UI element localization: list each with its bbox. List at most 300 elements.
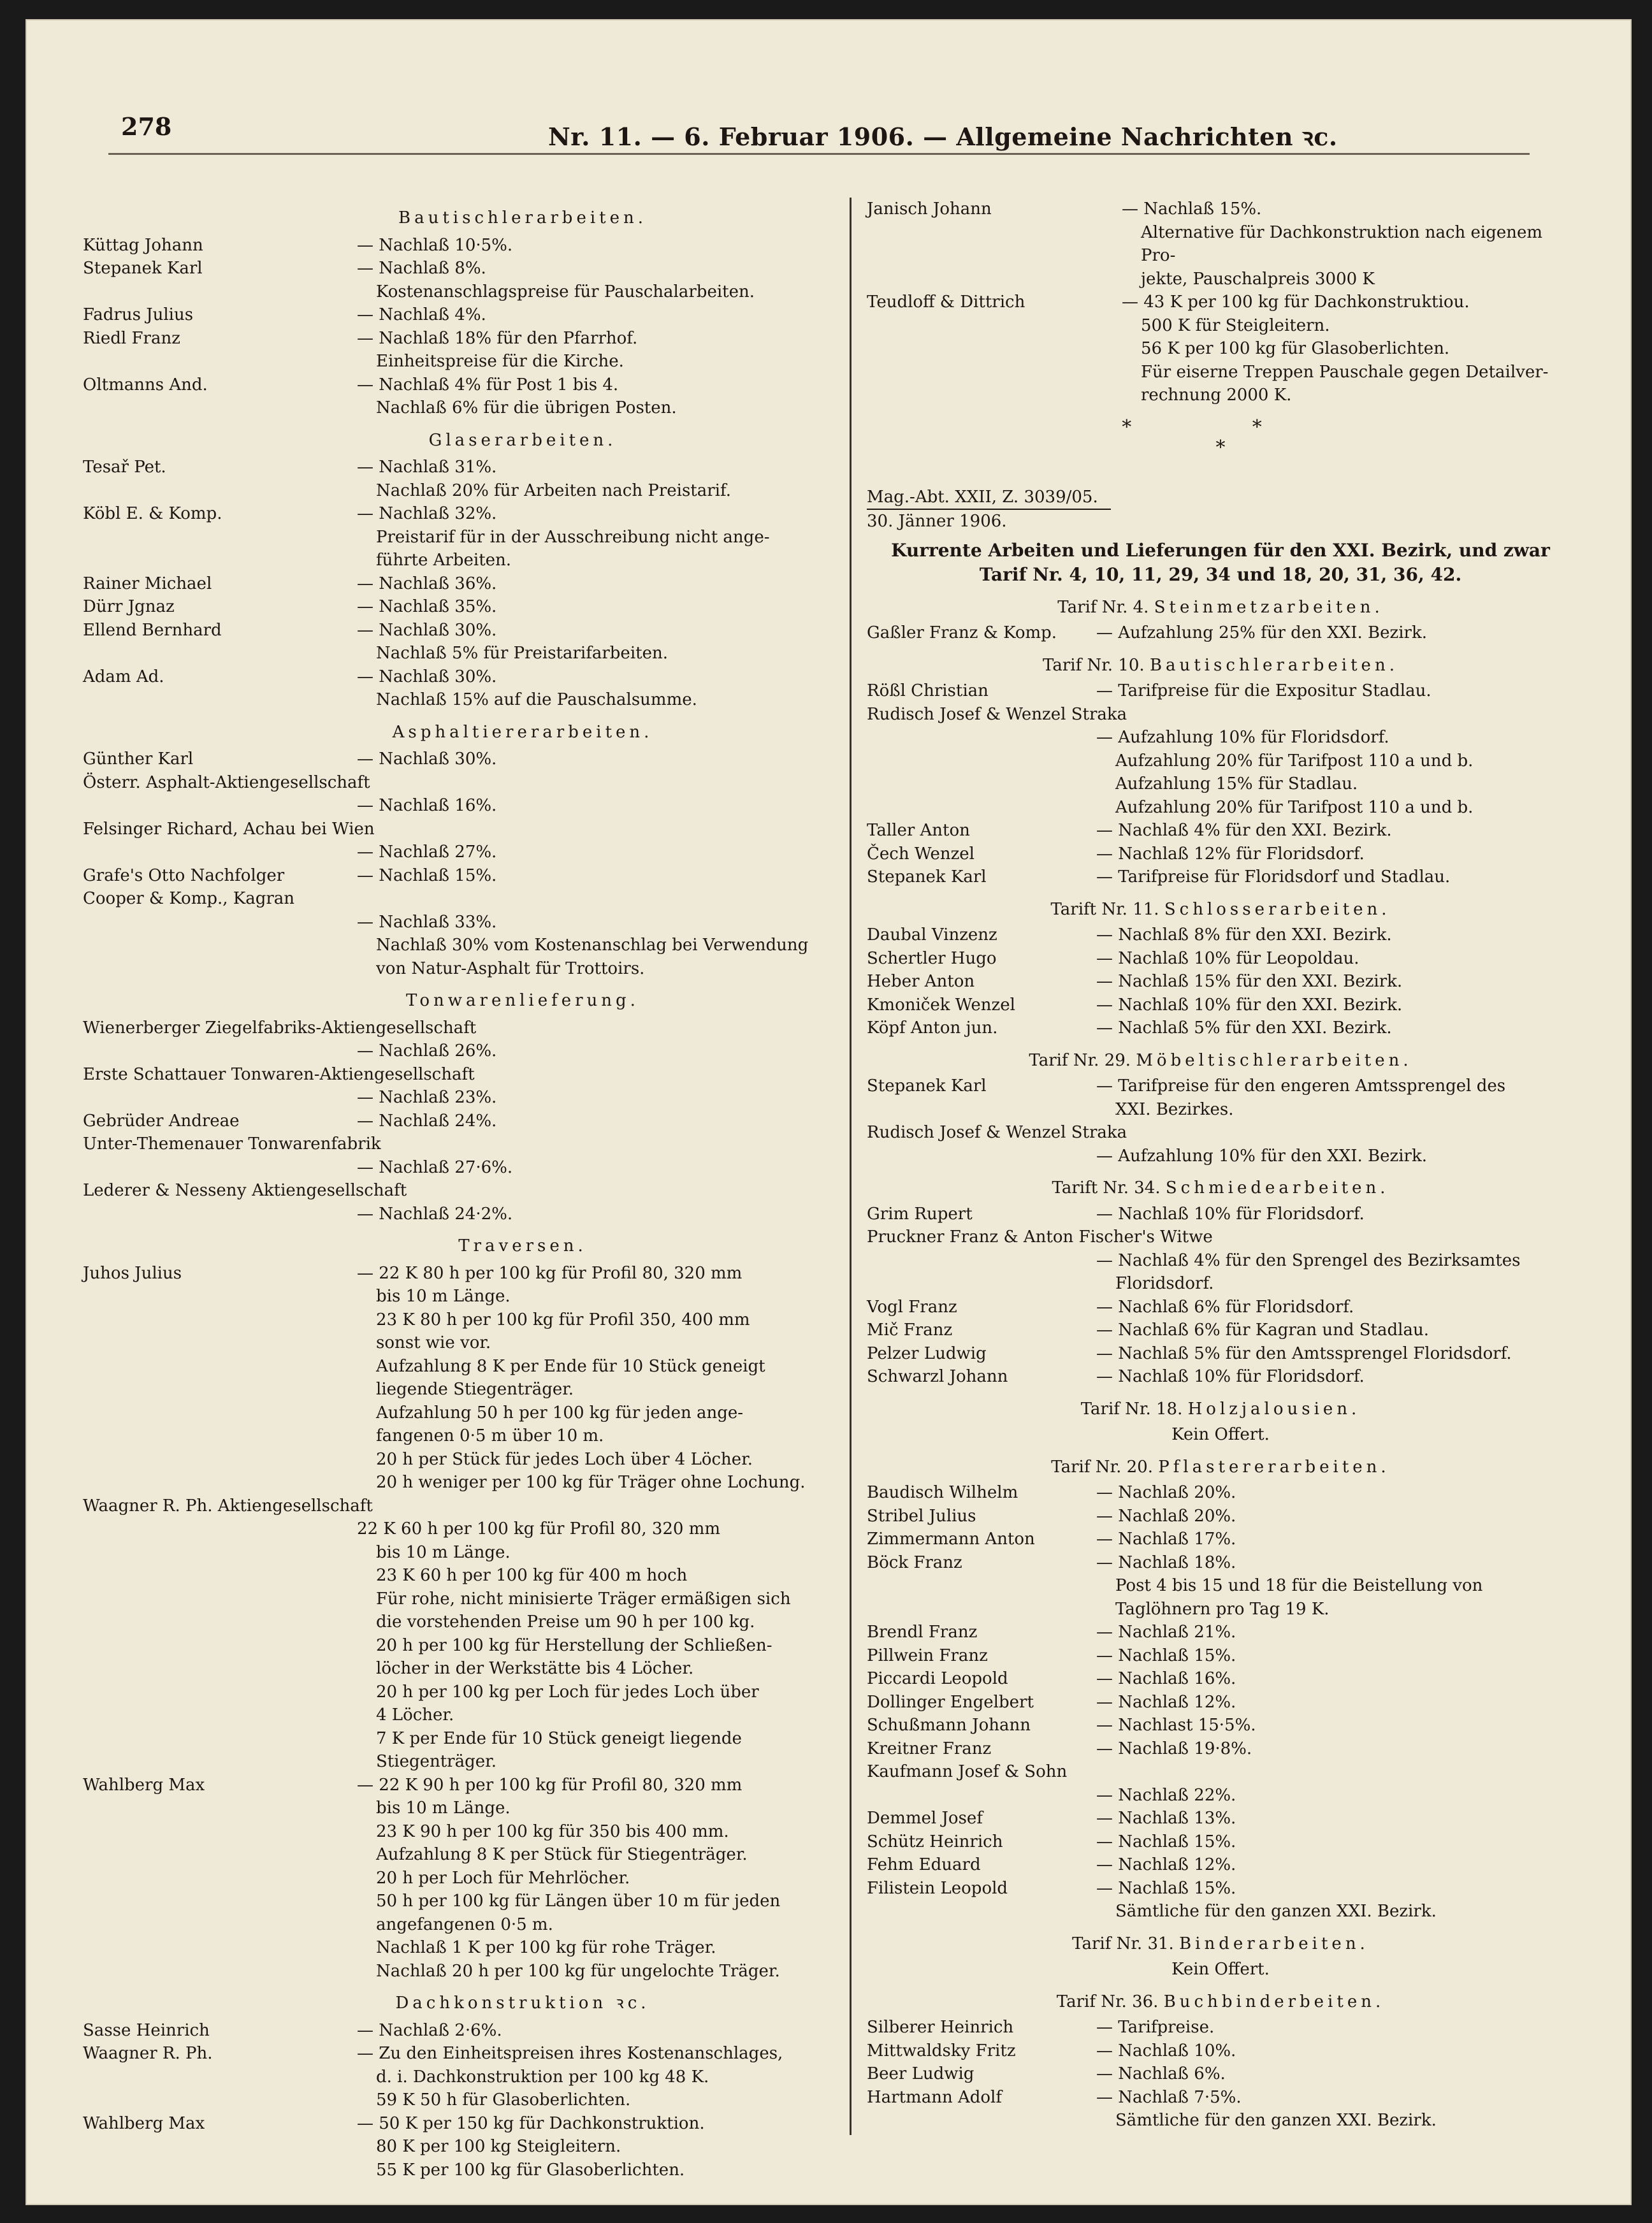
entry-name: Vogl Franz — [867, 1297, 957, 1317]
list-item — [867, 1551, 1574, 1621]
entry-line: — Tarifpreise. — [1096, 2018, 1215, 2037]
list-item — [83, 2112, 829, 2182]
entry-name: Riedl Franz — [83, 328, 180, 348]
list-item — [83, 794, 829, 818]
tarif-number: Tarif Nr. 29. — [1029, 1050, 1131, 1070]
entry-values — [357, 1517, 829, 1774]
list-item — [83, 1517, 829, 1774]
tarif-title: Binderarbeiten. — [1179, 1934, 1369, 1953]
entry-line: 20 h weniger per 100 kg für Träger ohne Lochung. — [376, 1473, 806, 1492]
entry-name: Rudisch Josef & Wenzel Straka — [867, 704, 1127, 724]
entry-line: angefangenen 0·5 m. — [376, 1915, 553, 1934]
entry-values — [357, 502, 829, 572]
entry-line: — Nachlaß 24·2%. — [357, 1204, 513, 1224]
list-item — [867, 1830, 1574, 1854]
list-item — [83, 456, 829, 502]
list-item — [83, 1495, 829, 1518]
list-item — [83, 1110, 829, 1133]
entry-line: Stiegenträger. — [376, 1752, 496, 1771]
list-item — [867, 703, 1574, 727]
list-item — [867, 1121, 1574, 1145]
entry-line: rechnung 2000 K. — [1141, 386, 1292, 405]
star-ornament: * — [1215, 437, 1226, 459]
entry-name: Stepanek Karl — [867, 1076, 987, 1096]
entry-values — [1096, 1807, 1574, 1830]
list-item — [867, 1853, 1574, 1877]
entry-line: — Nachlaß 15% für den XXI. Bezirk. — [1096, 972, 1403, 991]
entry-line: 56 K per 100 kg für Glasoberlichten. — [1141, 339, 1450, 358]
list-item — [867, 1319, 1574, 1342]
entry-line: 20 h per Loch für Mehrlöcher. — [376, 1868, 630, 1888]
entry-name: Wahlberg Max — [83, 1775, 205, 1795]
entry-values — [357, 1262, 829, 1495]
tarif-number: Tarift Nr. 11. — [1050, 899, 1159, 919]
entry-name: Schwarzl Johann — [867, 1367, 1008, 1386]
entry-line: Alternative für Dachkonstruktion nach eigenem Pro- — [1141, 222, 1543, 265]
entry-name: Beer Ludwig — [867, 2064, 975, 2083]
list-item — [83, 864, 829, 888]
list-item — [83, 1156, 829, 1180]
entry-line: — Tarifpreise für den engeren Amtssprengel des — [1096, 1076, 1506, 1096]
tarif-heading — [867, 1389, 1574, 1424]
entry-values — [1096, 970, 1574, 994]
list-item — [867, 994, 1574, 1017]
entry-line: Für eiserne Treppen Pauschale gegen Detailver- — [1141, 362, 1549, 382]
list-item — [867, 1296, 1574, 1319]
entry-name: Kreitner Franz — [867, 1739, 992, 1758]
entry-line: Nachlaß 30% vom Kostenanschlag bei Verwendung — [376, 936, 809, 955]
entry-values — [1096, 947, 1574, 971]
entry-name: Fehm Eduard — [867, 1855, 981, 1874]
list-item — [83, 2042, 829, 2112]
entry-name: Gaßler Franz & Komp. — [867, 623, 1057, 642]
entry-values — [1096, 1621, 1574, 1644]
entry-line: — 22 K 90 h per 100 kg für Profil 80, 320 mm — [357, 1775, 743, 1795]
entry-values — [357, 1774, 829, 1983]
entry-line: Nachlaß 6% für die übrigen Posten. — [376, 398, 677, 417]
entry-line: — Nachlaß 16%. — [1096, 1669, 1236, 1688]
entry-line: — Nachlaß 23%. — [357, 1088, 497, 1107]
entry-name: Wienerberger Ziegelfabriks-Aktiengesellschaft — [83, 1018, 477, 1038]
entry-name: Grim Rupert — [867, 1204, 973, 1224]
entry-values — [1096, 1528, 1574, 1551]
entry-values — [1096, 1365, 1574, 1389]
entry-name: Wahlberg Max — [83, 2113, 205, 2133]
list-item — [867, 2062, 1574, 2086]
entry-line: — Nachlaß 31%. — [357, 458, 497, 477]
list-item — [867, 1691, 1574, 1714]
entry-line: Post 4 bis 15 und 18 für die Beistellung von — [1115, 1576, 1483, 1595]
list-item — [867, 1075, 1574, 1121]
entry-line: — Nachlaß 24%. — [357, 1111, 497, 1131]
entry-line: — Nachlaß 10% für Floridsdorf. — [1096, 1367, 1365, 1386]
entry-line: — Nachlaß 8%. — [357, 259, 486, 278]
entry-name: Kmoniček Wenzel — [867, 995, 1015, 1015]
entry-name: Günther Karl — [83, 749, 194, 769]
list-item — [83, 1063, 829, 1087]
entry-line: Preistarif für in der Ausschreibung nicht ange- — [376, 527, 770, 547]
entry-line: — Nachlaß 6% für Kagran und Stadlau. — [1096, 1321, 1429, 1340]
entry-line: — Nachlaß 26%. — [357, 1041, 497, 1061]
list-item — [867, 923, 1574, 947]
list-item — [83, 502, 829, 572]
entry-line: — Nachlaß 8% für den XXI. Bezirk. — [1096, 925, 1392, 945]
list-item — [83, 595, 829, 619]
list-item — [867, 621, 1574, 645]
entry-name: Zimmermann Anton — [867, 1530, 1035, 1549]
list-item — [867, 1667, 1574, 1691]
entry-name: Stepanek Karl — [867, 867, 987, 887]
entry-line: — Nachlaß 32%. — [357, 504, 497, 523]
entry-line: 59 K 50 h für Glasoberlichten. — [376, 2090, 631, 2110]
entry-name: Pillwein Franz — [867, 1646, 988, 1665]
entry-name: Juhos Julius — [83, 1263, 182, 1283]
entry-values — [1096, 1784, 1574, 1807]
entry-line: Sämtliche für den ganzen XXI. Bezirk. — [1115, 1902, 1437, 1921]
entry-values — [1096, 1737, 1574, 1761]
entry-values — [1096, 726, 1574, 819]
list-item — [83, 911, 829, 981]
entry-line: 20 h per 100 kg per Loch für jedes Loch über — [376, 1682, 759, 1702]
entry-line: liegende Stiegenträger. — [376, 1380, 574, 1399]
entry-line: 500 K für Steigleitern. — [1141, 315, 1330, 335]
list-item — [83, 771, 829, 795]
entry-line: Nachlaß 20 h per 100 kg für ungelochte Träger. — [376, 1961, 780, 1981]
entry-values — [1096, 819, 1574, 843]
list-item — [867, 865, 1574, 889]
notice-title: Kurrente Arbeiten und Lieferungen für den XXI. Bezirk, und zwar Tarif Nr. 4, 10, 11, 29, 34 und 18, 20, 31, 36, 42. — [891, 539, 1550, 585]
entry-name: Adam Ad. — [83, 667, 164, 686]
tarif-number: Tarif Nr. 20. — [1051, 1457, 1153, 1477]
entry-line: — Aufzahlung 10% für den XXI. Bezirk. — [1096, 1146, 1427, 1166]
entry-line: — Nachlaß 10·5%. — [357, 235, 513, 255]
entry-name: Hartmann Adolf — [867, 2087, 1002, 2107]
entry-line: Aufzahlung 8 K per Ende für 10 Stück geneigt — [376, 1356, 765, 1376]
stars-ornament: * * — [1122, 416, 1319, 438]
entry-values — [1096, 1667, 1574, 1691]
list-item — [867, 1877, 1574, 1923]
entry-line: — Nachlaß 15%. — [357, 865, 497, 885]
entry-line: 4 Löcher. — [376, 1705, 454, 1725]
entry-values — [1096, 1017, 1574, 1040]
entry-values — [1096, 2062, 1574, 2086]
entry-line: 23 K 80 h per 100 kg für Profil 350, 400 mm — [376, 1310, 750, 1329]
entry-name: Filistein Leopold — [867, 1878, 1008, 1898]
tarif-note: Kein Offert. — [1171, 1960, 1270, 1979]
entry-values — [1096, 994, 1574, 1017]
entry-name: Dollinger Engelbert — [867, 1692, 1034, 1712]
entry-line: löcher in der Werkstätte bis 4 Löcher. — [376, 1659, 694, 1678]
list-item — [867, 2039, 1574, 2063]
tarif-title: Schlosserarbeiten. — [1164, 899, 1391, 919]
section-title: Traversen. — [458, 1236, 587, 1256]
entry-line: 7 K per Ende für 10 Stück geneigt liegende — [376, 1728, 742, 1748]
tarif-heading — [867, 1981, 1574, 2017]
tarif-heading — [867, 1040, 1574, 1075]
list-item — [867, 1737, 1574, 1761]
entry-name: Janisch Johann — [867, 199, 992, 219]
entry-line: — Nachlaß 27%. — [357, 843, 497, 862]
entry-values — [1096, 2016, 1574, 2039]
entry-line: — Nachlaß 10% für Floridsdorf. — [1096, 1204, 1365, 1224]
entry-line: — Nachlaß 5% für den XXI. Bezirk. — [1096, 1018, 1392, 1038]
entry-values — [1096, 1296, 1574, 1319]
entry-values — [1096, 1145, 1574, 1168]
section-title: Asphaltiererarbeiten. — [392, 722, 653, 742]
tarif-title: Möbeltischlerarbeiten. — [1136, 1050, 1412, 1070]
list-item — [83, 572, 829, 596]
entry-line: — Nachlast 15·5%. — [1096, 1716, 1256, 1735]
list-item — [867, 1203, 1574, 1226]
tarif-note: Kein Offert. — [1171, 1425, 1270, 1444]
entry-line: Nachlaß 1 K per 100 kg für rohe Träger. — [376, 1938, 716, 1957]
tarif-number: Tarif Nr. 10. — [1043, 655, 1145, 675]
entry-name: Unter-Themenauer Tonwarenfabrik — [83, 1134, 381, 1154]
entry-values — [357, 1203, 829, 1226]
list-item — [867, 1528, 1574, 1551]
entry-name: Piccardi Leopold — [867, 1669, 1008, 1688]
entry-name: Čech Wenzel — [867, 844, 975, 864]
entry-values — [357, 327, 829, 373]
entry-line: — Nachlaß 18%. — [1096, 1553, 1236, 1572]
entry-line: — Nachlaß 30%. — [357, 749, 497, 769]
list-item — [867, 1784, 1574, 1807]
entry-values — [357, 748, 829, 771]
tarif-heading — [867, 587, 1574, 622]
entry-line: — Nachlaß 16%. — [357, 796, 497, 815]
entry-values — [357, 864, 829, 888]
entry-values — [1096, 1551, 1574, 1621]
tarif-heading — [867, 645, 1574, 680]
entry-line: 20 h per 100 kg für Herstellung der Schließen- — [376, 1635, 772, 1655]
entry-name: Pruckner Franz & Anton Fischer's Witwe — [867, 1227, 1213, 1247]
entry-values — [1096, 2086, 1574, 2132]
entry-name: Heber Anton — [867, 972, 975, 991]
entry-values — [357, 1110, 829, 1133]
entry-name: Sasse Heinrich — [83, 2020, 210, 2040]
tarif-number: Tarif Nr. 18. — [1080, 1399, 1183, 1419]
section-title: Bautischlerarbeiten. — [398, 208, 648, 228]
entry-line: — Nachlaß 6% für Floridsdorf. — [1096, 1297, 1354, 1317]
section-title: Tonwarenlieferung. — [406, 991, 639, 1010]
entry-line: Für rohe, nicht minisierte Träger ermäßigen sich — [376, 1589, 791, 1609]
list-item — [83, 665, 829, 712]
tarif-number: Tarif Nr. 31. — [1072, 1934, 1174, 1953]
entry-name: Cooper & Komp., Kagran — [83, 889, 295, 908]
entry-name: Teudloff & Dittrich — [867, 293, 1025, 312]
entry-line: Kostenanschlagspreise für Pauschalarbeiten. — [376, 282, 755, 301]
header-rule — [108, 153, 1530, 160]
list-item — [83, 841, 829, 864]
entry-values — [1096, 1691, 1574, 1714]
list-item — [83, 1774, 829, 1983]
list-item — [867, 1621, 1574, 1644]
entry-name: Ellend Bernhard — [83, 620, 222, 640]
page-number: 278 — [121, 112, 172, 141]
entry-name: Rainer Michael — [83, 574, 212, 593]
entry-values — [1096, 843, 1574, 866]
list-item — [867, 1226, 1574, 1249]
magistrate-reference — [867, 486, 1574, 510]
entry-line: — Nachlaß 21%. — [1096, 1623, 1236, 1642]
entry-line: d. i. Dachkonstruktion per 100 kg 48 K. — [376, 2067, 709, 2087]
entry-name: Schußmann Johann — [867, 1716, 1031, 1735]
entry-name: Baudisch Wilhelm — [867, 1483, 1018, 1502]
list-item — [83, 1017, 829, 1040]
entry-name: Oltmanns And. — [83, 375, 208, 395]
entry-line: — Nachlaß 22%. — [1096, 1785, 1236, 1805]
entry-name: Lederer & Nessenу Aktiengesellschaft — [83, 1181, 407, 1200]
list-item — [867, 1760, 1574, 1784]
entry-values — [1096, 1830, 1574, 1854]
list-item — [83, 257, 829, 303]
entry-values — [357, 234, 829, 257]
entry-name: Waagner R. Ph. — [83, 2044, 213, 2063]
entry-line: Aufzahlung 20% für Tarifpost 110 a und b. — [1115, 797, 1474, 817]
entry-values — [1096, 1203, 1574, 1226]
reference-number: Mag.-Abt. XXII, Z. 3039/05. — [867, 486, 1111, 510]
entry-values — [357, 1156, 829, 1180]
entry-line: — Nachlaß 17%. — [1096, 1530, 1236, 1549]
list-item — [867, 679, 1574, 703]
entry-line: — Aufzahlung 25% für den XXI. Bezirk. — [1096, 623, 1427, 642]
entry-line: Floridsdorf. — [1115, 1274, 1214, 1293]
entry-line: bis 10 m Länge. — [376, 1287, 511, 1306]
tarif-title: Buchbinderbeiten. — [1163, 1992, 1385, 2011]
entry-name: Brendl Franz — [867, 1623, 978, 1642]
entry-line: 22 K 60 h per 100 kg für Profil 80, 320 mm — [357, 1519, 721, 1539]
entry-line: Nachlaß 15% auf die Pauschalsumme. — [376, 690, 697, 709]
entry-name: Stepanek Karl — [83, 259, 203, 278]
entry-line: Nachlaß 20% für Arbeiten nach Preistarif. — [376, 481, 731, 500]
list-item — [867, 1342, 1574, 1366]
entry-name: Waagner R. Ph. Aktiengesellschaft — [83, 1496, 373, 1516]
list-item — [83, 1086, 829, 1110]
entry-line: — Nachlaß 12%. — [1096, 1692, 1236, 1712]
entry-line: — Tarifpreise für Floridsdorf und Stadlau. — [1096, 867, 1451, 887]
entry-values — [1096, 679, 1574, 703]
entry-line: — Nachlaß 15%. — [1096, 1878, 1236, 1898]
entry-line: Sämtliche für den ganzen XXI. Bezirk. — [1115, 2111, 1437, 2130]
list-item — [867, 970, 1574, 994]
list-item — [867, 1145, 1574, 1168]
entry-line: — Nachlaß 27·6%. — [357, 1157, 513, 1177]
entry-values — [357, 1039, 829, 1063]
entry-line: 55 K per 100 kg für Glasoberlichten. — [376, 2160, 685, 2180]
entry-values — [357, 303, 829, 327]
list-item — [83, 2019, 829, 2043]
entry-values — [1096, 1853, 1574, 1877]
entry-line: — Tarifpreise für die Expositur Stadlau. — [1096, 681, 1431, 700]
tarif-heading — [867, 1447, 1574, 1482]
entry-values — [357, 665, 829, 712]
notice-date: 30. Jänner 1906. — [867, 512, 1007, 531]
entry-values — [1096, 1714, 1574, 1737]
entry-values — [1096, 1877, 1574, 1923]
entry-name: Kaufmann Josef & Sohn — [867, 1762, 1068, 1781]
list-item — [867, 726, 1574, 819]
entry-line: Einheitspreise für die Kirche. — [376, 352, 624, 371]
column-divider — [850, 198, 851, 2135]
list-item — [83, 1039, 829, 1063]
left-column — [83, 198, 829, 2182]
entry-line: sonst wie vor. — [376, 1333, 491, 1352]
entry-line: 23 K 90 h per 100 kg für 350 bis 400 mm. — [376, 1821, 729, 1841]
entry-values — [1096, 865, 1574, 889]
entry-name: Mittwaldsky Fritz — [867, 2041, 1016, 2060]
entry-line: — Nachlaß 33%. — [357, 912, 497, 932]
tarif-number: Tarift Nr. 34. — [1052, 1178, 1161, 1198]
list-item — [867, 843, 1574, 866]
entry-values — [357, 572, 829, 596]
entry-line: — Nachlaß 10% für Leopoldau. — [1096, 948, 1359, 968]
list-item — [83, 619, 829, 665]
entry-line: — Nachlaß 4% für Post 1 bis 4. — [357, 375, 619, 395]
entry-line: Aufzahlung 15% für Stadlau. — [1115, 774, 1358, 793]
entry-line: Nachlaß 5% für Preistarifarbeiten. — [376, 644, 668, 663]
entry-values — [357, 373, 829, 420]
entry-line: — 22 K 80 h per 100 kg für Profil 80, 320 mm — [357, 1263, 743, 1283]
entry-line: — Nachlaß 35%. — [357, 597, 497, 616]
entry-line: — Nachlaß 12% für Floridsdorf. — [1096, 844, 1365, 864]
entry-name: Stribel Julius — [867, 1506, 976, 1526]
list-item — [867, 1481, 1574, 1505]
section-title: Glaserarbeiten. — [428, 430, 617, 450]
entry-values — [1096, 1319, 1574, 1342]
entry-name: Gebrüder Andreae — [83, 1111, 240, 1131]
list-item — [83, 327, 829, 373]
entry-line: — Nachlaß 13%. — [1096, 1809, 1236, 1828]
entry-values — [1096, 1249, 1574, 1296]
entry-values — [357, 2112, 829, 2182]
entry-line: — Nachlaß 7·5%. — [1096, 2087, 1242, 2107]
entry-line: — Nachlaß 4% für den Sprengel des Bezirksamtes — [1096, 1250, 1521, 1270]
entry-name: Fadrus Julius — [83, 305, 194, 324]
tarif-title: Bautischlerarbeiten. — [1149, 655, 1398, 675]
entry-line: — Nachlaß 10% für den XXI. Bezirk. — [1096, 995, 1403, 1015]
entry-name: Schertler Hugo — [867, 948, 997, 968]
entry-values — [357, 911, 829, 981]
entry-line: Aufzahlung 50 h per 100 kg für jeden ange- — [376, 1403, 744, 1423]
tarif-heading — [867, 1923, 1574, 1959]
entry-line: — Nachlaß 30%. — [357, 620, 497, 640]
entry-values — [1122, 291, 1574, 407]
tarif-number: Tarif Nr. 4. — [1057, 597, 1149, 617]
page-header — [108, 94, 1549, 151]
entry-name: Schütz Heinrich — [867, 1832, 1003, 1851]
list-item — [867, 1807, 1574, 1830]
entry-name: Grafe's Otto Nachfolger — [83, 865, 285, 885]
entry-line: XXI. Bezirkes. — [1115, 1099, 1234, 1119]
entry-line: — Zu den Einheitspreisen ihres Kostenanschlages, — [357, 2044, 783, 2063]
tarif-heading — [867, 1168, 1574, 1203]
entry-line: — 43 K per 100 kg für Dachkonstruktiou. — [1122, 293, 1470, 312]
entry-values — [1096, 1075, 1574, 1121]
list-item — [867, 198, 1574, 291]
entry-values — [357, 2042, 829, 2112]
entry-line: 50 h per 100 kg für Längen über 10 m für jeden — [376, 1892, 781, 1911]
entry-line: — Nachlaß 10%. — [1096, 2041, 1236, 2060]
entry-name: Österr. Asphalt-Aktiengesellschaft — [83, 772, 370, 792]
entry-values — [357, 1086, 829, 1110]
entry-line: führte Arbeiten. — [376, 551, 512, 570]
list-item — [867, 1017, 1574, 1040]
entry-values — [1096, 923, 1574, 947]
list-item — [83, 234, 829, 257]
entry-values — [357, 841, 829, 864]
entry-name: Demmel Josef — [867, 1809, 983, 1828]
list-item — [867, 1249, 1574, 1296]
